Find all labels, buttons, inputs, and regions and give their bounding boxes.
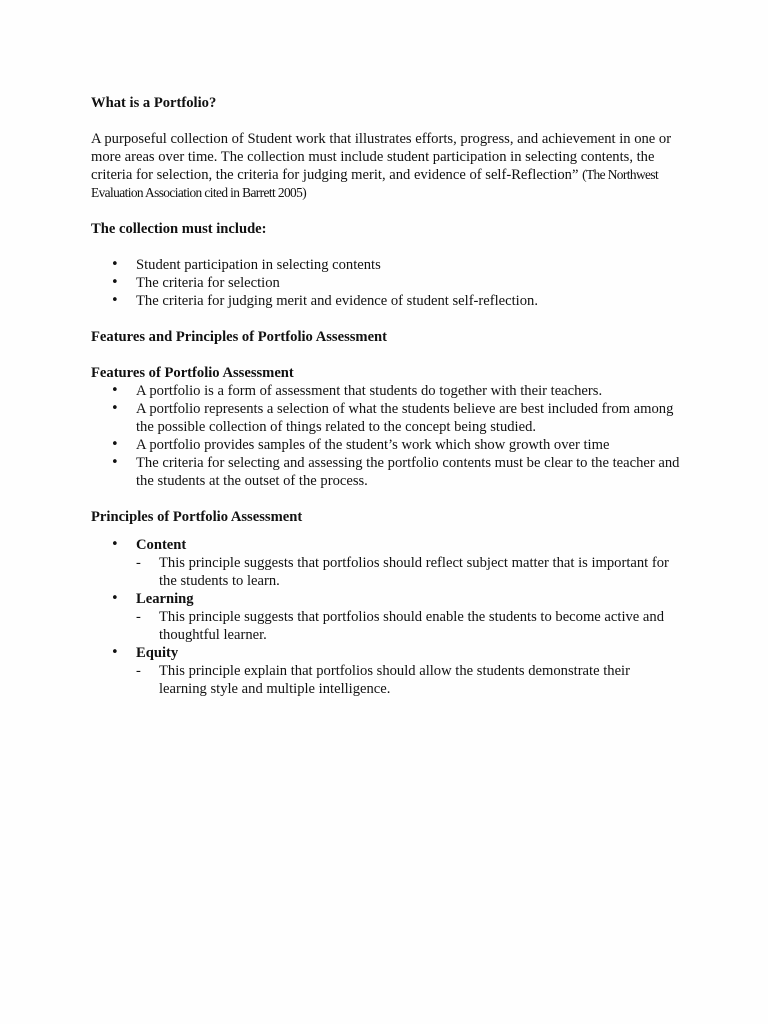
dash-marker: - [136, 609, 141, 625]
principle-description-text: This principle explain that portfolios should allow the students demonstrate their learning style and multiple intelligence. [159, 663, 630, 697]
list-item: • A portfolio is a form of assessment that students do together with their teachers. [91, 382, 681, 400]
dash-marker: - [136, 555, 141, 571]
bullet-icon: • [111, 645, 119, 660]
bullet-icon: • [111, 591, 119, 606]
page-title: What is a Portfolio? [91, 95, 217, 111]
list-item: • A portfolio represents a selection of what the students believe are best included from among the possible collection of things related to the concept being studied. [91, 400, 681, 436]
intro-paragraph [91, 130, 681, 202]
intro-text: A purposeful collection of Student work that illustrates efforts, progress, and achievement in one or more areas over time. The collection must include student participation in selecting contents, the criteria for selection, the criteria for judging merit, and evidence of self-Reflection” [91, 131, 672, 183]
principle-description [91, 608, 681, 644]
principle-equity [91, 644, 681, 662]
collection-list [91, 256, 681, 310]
dash-marker: - [136, 663, 141, 679]
document-body [91, 94, 681, 698]
principle-content [91, 536, 681, 554]
features-list [91, 382, 681, 490]
principle-label: Content [136, 537, 187, 553]
list-item: • The criteria for selection [91, 274, 681, 292]
list-item: • Student participation in selecting contents [91, 256, 681, 274]
principle-description [91, 662, 681, 698]
principles-list [91, 536, 681, 698]
principles-heading: Principles of Portfolio Assessment [91, 509, 303, 525]
collection-heading: The collection must include: [91, 221, 267, 237]
list-item: • The criteria for judging merit and evidence of student self-reflection. [91, 292, 681, 310]
principle-learning [91, 590, 681, 608]
principle-label: Equity [136, 645, 179, 661]
features-heading: Features of Portfolio Assessment [91, 365, 294, 381]
bullet-icon: • [111, 537, 119, 552]
principle-description [91, 554, 681, 590]
list-item: • A portfolio provides samples of the student’s work which show growth over time [91, 436, 681, 454]
list-item: • The criteria for selecting and assessing the portfolio contents must be clear to the teacher and the students at the outset of the process. [91, 454, 681, 490]
principle-description-text: This principle suggests that portfolios should reflect subject matter that is important for the students to learn. [159, 555, 669, 589]
section-heading: Features and Principles of Portfolio Assessment [91, 329, 388, 345]
principle-description-text: This principle suggests that portfolios should enable the students to become active and thoughtful learner. [159, 609, 664, 643]
intro-citation: (The Northwest Evaluation Association cited in Barrett 2005) [91, 167, 659, 200]
principle-label: Learning [136, 591, 194, 607]
